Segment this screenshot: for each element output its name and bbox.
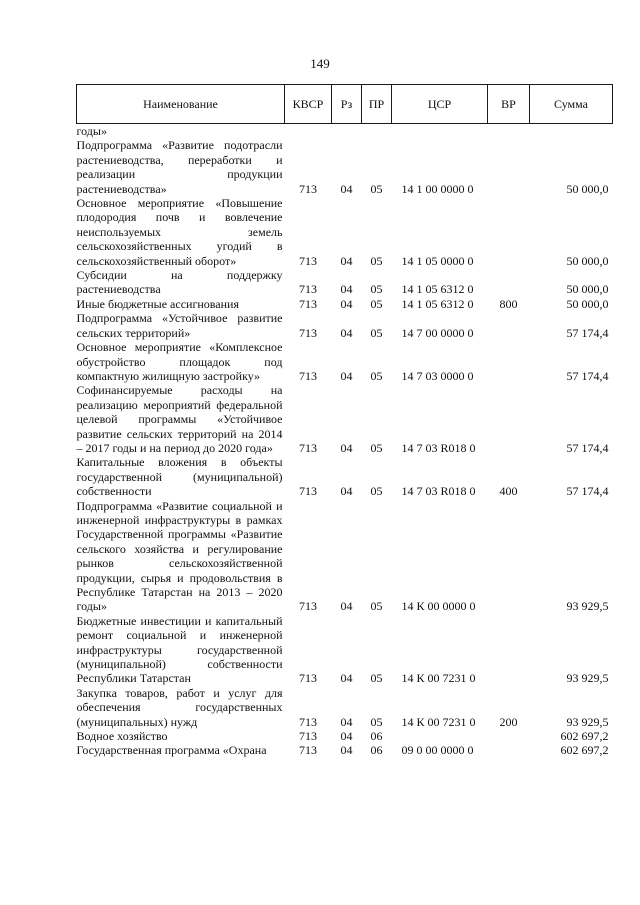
cell-csr: 14 К 00 0000 0 [401, 599, 476, 614]
cell-kvsr: 713 [299, 253, 317, 268]
cell-rz: 04 [340, 325, 353, 340]
cell-pr: 05 [370, 325, 383, 340]
cell-name: Бюджетные инвестиции и капитальный ремонт социальной и инженерной инфраструктуры государственной (муниципальной) собственности Республики Татарстан [76, 613, 283, 686]
cell-rz: 04 [340, 253, 353, 268]
header-rz: Рз [332, 85, 362, 124]
cell-sum: 50 000,0 [566, 282, 609, 297]
cell-pr: 05 [370, 484, 383, 499]
cell-sum: 57 174,4 [566, 325, 609, 340]
cell-csr [392, 124, 488, 139]
cell-name: Подпрограмма «Устойчивое развитие сельских территорий» [76, 311, 283, 340]
cell-kvsr: 713 [299, 671, 317, 686]
cell-vr [488, 729, 530, 743]
cell-kvsr: 713 [299, 729, 317, 744]
cell-csr: 14 7 03 R018 0 [401, 484, 476, 499]
cell-name: Подпрограмма «Развитие социальной и инженерной инфраструктуры в рамках Государственной программы «Развитие сельского хозяйства и регулирование рынков сельскохозяйственной продукции, сырья и продовольствия в Республике Татарстан на 2013 – 2020 годы» [76, 498, 283, 614]
header-vr: ВР [488, 85, 530, 124]
table-row [77, 614, 613, 686]
cell-pr: 05 [370, 440, 383, 455]
cell-vr [488, 743, 530, 757]
table-body [77, 124, 613, 758]
cell-vr [488, 268, 530, 297]
header-kvsr: КВСР [285, 85, 332, 124]
cell-sum: 93 929,5 [566, 714, 609, 729]
cell-vr [488, 614, 530, 686]
cell-csr: 14 7 03 R018 0 [401, 440, 476, 455]
cell-pr: 05 [370, 282, 383, 297]
table-row [77, 743, 613, 757]
cell-vr [488, 196, 530, 268]
page-number: 149 [310, 56, 330, 71]
cell-csr: 14 1 05 6312 0 [401, 296, 474, 311]
cell-vr [488, 499, 530, 614]
cell-sum: 602 697,2 [560, 743, 609, 758]
cell-vr: 800 [499, 296, 518, 311]
cell-pr: 05 [370, 671, 383, 686]
table-row [77, 311, 613, 340]
table-row [77, 383, 613, 455]
cell-vr [488, 138, 530, 196]
cell-kvsr: 713 [299, 181, 317, 196]
cell-rz: 04 [340, 282, 353, 297]
cell-csr: 14 1 05 6312 0 [401, 282, 474, 297]
cell-sum: 50 000,0 [566, 253, 609, 268]
cell-csr: 14 7 03 0000 0 [401, 368, 474, 383]
cell-vr: 200 [499, 714, 518, 729]
cell-pr: 05 [370, 296, 383, 311]
cell-rz: 04 [340, 729, 353, 744]
cell-kvsr: 713 [299, 368, 317, 383]
cell-name: Подпрограмма «Развитие подотрасли растениеводства, переработки и реализации продукции растениеводства» [76, 138, 283, 196]
budget-table [76, 84, 613, 758]
cell-rz: 04 [340, 368, 353, 383]
cell-sum: 57 174,4 [566, 484, 609, 499]
cell-pr [362, 124, 392, 139]
table-row [77, 196, 613, 268]
cell-kvsr: 713 [299, 484, 317, 499]
cell-kvsr: 713 [299, 296, 317, 311]
cell-csr [392, 729, 488, 743]
cell-sum: 602 697,2 [560, 729, 609, 744]
cell-csr: 14 1 00 0000 0 [401, 181, 474, 196]
cell-vr [488, 383, 530, 455]
cell-pr: 06 [370, 729, 383, 744]
cell-name: Иные бюджетные ассигнования [76, 296, 239, 311]
cell-kvsr: 713 [299, 325, 317, 340]
cell-rz: 04 [340, 599, 353, 614]
cell-csr: 09 0 00 0000 0 [401, 743, 474, 758]
cell-csr: 14 К 00 7231 0 [401, 714, 476, 729]
table-row [77, 340, 613, 383]
cell-name: Закупка товаров, работ и услуг для обеспечения государственных (муниципальных) нужд [76, 685, 283, 729]
table-row [77, 297, 613, 311]
cell-name: Софинансируемые расходы на реализацию мероприятий федеральной целевой программы «Устойчивое развитие сельских территорий на 2014 – 2017 годы и на период до 2020 года» [76, 383, 283, 455]
cell-pr: 05 [370, 714, 383, 729]
cell-rz: 04 [340, 714, 353, 729]
cell-rz: 04 [340, 181, 353, 196]
header-name: Наименование [77, 85, 285, 124]
table-header [77, 85, 613, 124]
cell-name: Водное хозяйство [76, 729, 168, 744]
cell-vr [488, 311, 530, 340]
cell-sum: 50 000,0 [566, 296, 609, 311]
cell-csr: 14 К 00 7231 0 [401, 671, 476, 686]
cell-name: Государственная программа «Охрана [76, 743, 267, 758]
cell-pr: 05 [370, 181, 383, 196]
table-row [77, 268, 613, 297]
cell-pr: 05 [370, 599, 383, 614]
cell-csr: 14 1 05 0000 0 [401, 253, 474, 268]
cell-pr: 05 [370, 368, 383, 383]
cell-kvsr [285, 124, 332, 139]
cell-name: Основное мероприятие «Повышение плодородия почв и вовлечение неиспользуемых земель сельскохозяйственных угодий в сельскохозяйственный оборот» [76, 196, 283, 268]
table-row [77, 138, 613, 196]
cell-kvsr: 713 [299, 599, 317, 614]
table-row [77, 455, 613, 498]
cell-sum: 57 174,4 [566, 440, 609, 455]
cell-rz: 04 [340, 296, 353, 311]
cell-pr: 06 [370, 743, 383, 758]
cell-rz: 04 [340, 671, 353, 686]
header-sum: Сумма [530, 85, 613, 124]
cell-vr [488, 340, 530, 383]
table-row [77, 499, 613, 614]
table-row [77, 124, 613, 139]
cell-kvsr: 713 [299, 743, 317, 758]
cell-name: Капитальные вложения в объекты государственной (муниципальной) собственности [76, 455, 283, 499]
header-row [77, 85, 613, 124]
cell-sum: 57 174,4 [566, 368, 609, 383]
cell-name: Субсидии на поддержку растениеводства [76, 268, 283, 297]
table-row [77, 686, 613, 729]
cell-rz [332, 124, 362, 139]
cell-name: Основное мероприятие «Комплексное обустройство площадок под компактную жилищную застройку» [76, 340, 283, 383]
cell-kvsr: 713 [299, 714, 317, 729]
cell-kvsr: 713 [299, 440, 317, 455]
cell-rz: 04 [340, 743, 353, 758]
header-csr: ЦСР [392, 85, 488, 124]
cell-kvsr: 713 [299, 282, 317, 297]
cell-vr: 400 [499, 484, 518, 499]
table-row [77, 729, 613, 743]
cell-sum: 93 929,5 [566, 599, 609, 614]
header-pr: ПР [362, 85, 392, 124]
cell-rz: 04 [340, 440, 353, 455]
cell-sum: 93 929,5 [566, 671, 609, 686]
cell-rz: 04 [340, 484, 353, 499]
cell-sum: 50 000,0 [566, 181, 609, 196]
cell-sum [530, 124, 613, 139]
cell-csr: 14 7 00 0000 0 [401, 325, 474, 340]
cell-name: годы» [76, 124, 107, 138]
cell-pr: 05 [370, 253, 383, 268]
cell-vr [488, 124, 530, 139]
